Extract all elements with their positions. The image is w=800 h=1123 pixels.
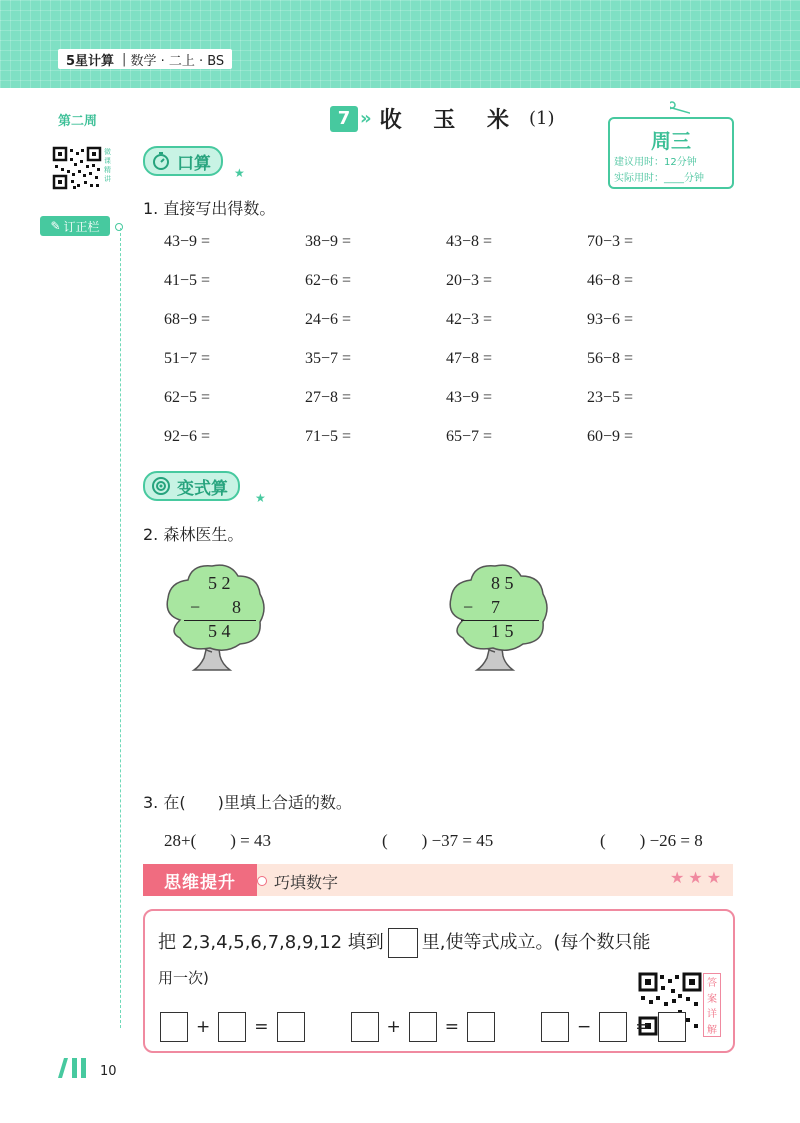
thinking-tag: 思维提升: [143, 864, 257, 896]
day-name: 周三: [651, 129, 691, 153]
answer-char: 详: [707, 1009, 717, 1021]
lesson-part: (1): [528, 108, 555, 129]
brand-subject: 数学 · 二上 · BS: [130, 53, 225, 69]
brand-name: 5星计算: [66, 53, 115, 69]
pencil-icon: ✎: [50, 219, 61, 233]
arith-item: 42−3 =: [446, 311, 493, 328]
actual-time: 实际用时：____分钟: [614, 173, 704, 184]
question-2: 2. 森林医生。: [143, 525, 244, 544]
stopwatch-icon: [151, 151, 171, 171]
answer-box[interactable]: [160, 1012, 188, 1042]
correction-label: 订正栏: [63, 219, 100, 234]
arith-item: 56−8 =: [587, 350, 634, 367]
question-3: 3. 在( )里填上合适的数。: [143, 793, 352, 812]
correction-divider: [120, 228, 121, 1028]
answer-box[interactable]: [351, 1012, 379, 1042]
tree2-operator: −: [463, 597, 474, 617]
arith-item: 20−3 =: [446, 272, 493, 289]
answer-box[interactable]: [277, 1012, 305, 1042]
thinking-subtitle: 巧填数字: [274, 873, 339, 892]
tree1-subtrahend: 8: [232, 597, 241, 617]
plus-sign: +: [386, 1017, 401, 1037]
arith-item: 62−5 =: [164, 389, 211, 406]
day-card: [608, 117, 734, 189]
lesson-title: 收 玉 米: [379, 107, 521, 133]
answer-box[interactable]: [467, 1012, 495, 1042]
arith-item: 92−6 =: [164, 428, 211, 445]
answer-box[interactable]: [541, 1012, 569, 1042]
arith-item: 93−6 =: [587, 311, 634, 328]
equation-row: [156, 1012, 690, 1042]
arith-item: 68−9 =: [164, 311, 211, 328]
answer-char: 案: [707, 993, 717, 1005]
arith-item: 24−6 =: [305, 311, 352, 328]
qr-side-label: 微课精讲: [104, 148, 111, 183]
plus-sign: +: [196, 1017, 211, 1037]
arith-item: 65−7 =: [446, 428, 493, 445]
thinking-dot: [257, 876, 267, 886]
tree1-minuend: 5 2: [208, 573, 231, 593]
arith-item: 43−9 =: [446, 389, 493, 406]
header-band: [0, 0, 800, 88]
arith-item: 41−5 =: [164, 272, 211, 289]
arith-item: 46−8 =: [587, 272, 634, 289]
section-oral-pill: [143, 146, 223, 176]
equals-sign: =: [444, 1017, 459, 1037]
lesson-number: 7: [330, 106, 358, 132]
prompt-text-before: 把 2,3,4,5,6,7,8,9,12 填到: [158, 932, 384, 953]
page-decoration-icon: [56, 1054, 96, 1080]
equals-sign: =: [254, 1017, 269, 1037]
fill-item[interactable]: ( ) −37 = 45: [382, 831, 494, 850]
tree1-result: 5 4: [208, 621, 231, 641]
answer-char: 解: [707, 1024, 717, 1036]
tree2-subtrahend: 7: [491, 597, 500, 617]
arith-item: 47−8 =: [446, 350, 493, 367]
arith-item: 43−8 =: [446, 233, 493, 250]
arith-item: 71−5 =: [305, 428, 352, 445]
arith-item: 62−6 =: [305, 272, 352, 289]
blank-box-sample: [388, 928, 418, 958]
oral-arithmetic-grid: [164, 232, 724, 466]
week-label: 第二周: [58, 114, 98, 129]
question-1: 1. 直接写出得数。: [143, 199, 276, 218]
target-icon: [151, 476, 171, 496]
tree1-operator: −: [190, 597, 201, 617]
answer-box[interactable]: [599, 1012, 627, 1042]
equals-sign: =: [635, 1017, 650, 1037]
tree2-result: 1 5: [491, 621, 514, 641]
section-oral-label: 口算: [177, 153, 211, 174]
chevron-right-icon: »: [360, 108, 372, 129]
suggested-time: 建议用时：12分钟: [614, 157, 697, 168]
star-icon: ★: [234, 166, 245, 180]
answer-box[interactable]: [218, 1012, 246, 1042]
qr-code-icon[interactable]: [52, 146, 102, 190]
tree-problem-2: [443, 560, 553, 675]
answer-char: 答: [707, 978, 717, 990]
arith-item: 38−9 =: [305, 233, 352, 250]
tree2-minuend: 8 5: [491, 573, 514, 593]
arith-item: 70−3 =: [587, 233, 634, 250]
book-brand: [58, 49, 232, 69]
fill-item[interactable]: 28+( ) = 43: [164, 831, 271, 850]
section-variant-pill: [143, 471, 240, 501]
section-variant-label: 变式算: [177, 478, 228, 499]
answer-detail-label: [703, 973, 721, 1037]
answer-box[interactable]: [409, 1012, 437, 1042]
arith-item: 51−7 =: [164, 350, 211, 367]
arith-item: 27−8 =: [305, 389, 352, 406]
correction-dot: [115, 223, 123, 231]
hanger-icon: [670, 101, 690, 121]
prompt-text-after: 里,使等式成立。(每个数只能: [421, 932, 651, 953]
brand-divider: |: [122, 51, 127, 67]
correction-column-tag: [40, 216, 110, 236]
lesson-title-block: [330, 103, 554, 134]
difficulty-stars: ★★★: [670, 868, 726, 887]
arith-item: 35−7 =: [305, 350, 352, 367]
answer-box[interactable]: [658, 1012, 686, 1042]
arith-item: 60−9 =: [587, 428, 634, 445]
page-number: 10: [100, 1064, 117, 1079]
tree-problem-1: [160, 560, 270, 675]
minus-sign: −: [577, 1017, 592, 1037]
fill-item[interactable]: ( ) −26 = 8: [600, 831, 703, 850]
arith-item: 43−9 =: [164, 233, 211, 250]
star-icon: ★: [255, 491, 266, 505]
prompt-line2: 用一次): [158, 969, 209, 987]
arith-item: 23−5 =: [587, 389, 634, 406]
